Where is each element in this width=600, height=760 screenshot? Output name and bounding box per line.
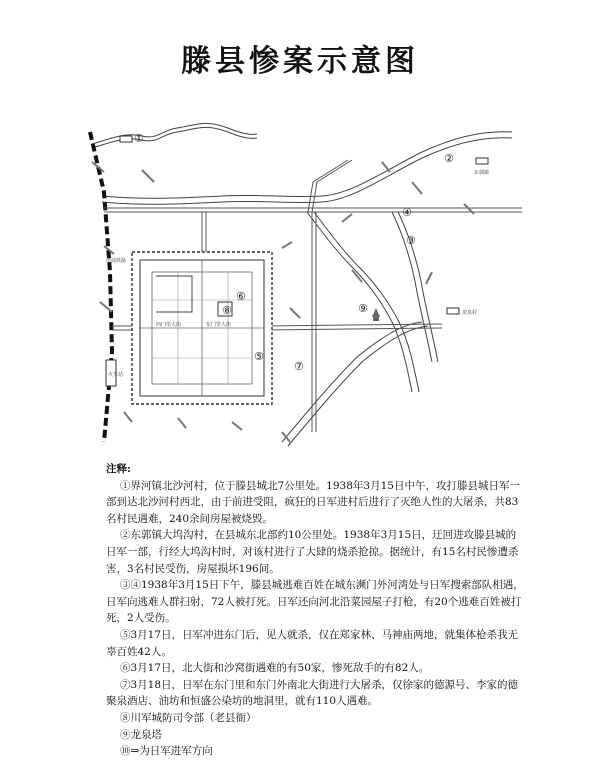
page-title: 滕县惨案示意图 <box>181 44 419 79</box>
note-item: ⑩⇒为日军进军方向 <box>120 745 213 758</box>
walled-city <box>132 252 272 404</box>
marker-2: ② <box>444 152 454 165</box>
marker-4: ④ <box>402 206 412 219</box>
label-street-east: 东门里大街 <box>206 322 232 328</box>
map <box>82 112 528 452</box>
marker-5: ⑤ <box>254 350 264 363</box>
notes <box>106 461 526 760</box>
marker-8: ⑧ <box>222 304 232 317</box>
note-item: ⑨龙泉塔 <box>120 728 162 741</box>
marker-7: ⑦ <box>294 360 304 373</box>
note-item: ①界河镇北沙河村，位于滕县城北7公里处。1938年3月15日中午，攻打滕县城日军一部到达北沙河村西北，由于前进受阻，疯狂的日军进村后进行了灭绝人性的大屠杀，共83名村民遇难，240余间房屋被烧毁。 <box>106 479 520 525</box>
railway <box>90 132 112 442</box>
marker-1: ① <box>134 132 144 145</box>
label-longquan: 龙泉村 <box>462 310 478 316</box>
note-item: ⑤3月17日，日军冲进东门后，见人就杀，仅在郑家林、马神庙两地，就集体枪杀我无辜百姓42人。 <box>106 628 519 658</box>
marker-3: ③ <box>406 234 416 247</box>
label-village-2: 东郭镇 <box>474 170 490 176</box>
marker-9: ⑨ <box>358 302 368 315</box>
label-station: 火车站 <box>108 372 124 378</box>
note-item: ⑥3月17日，北大街和沙窝街遇难的有50家，惨死敌手的有82人。 <box>120 662 430 675</box>
note-item: ⑧川军城防司令部（老县衙） <box>120 711 257 724</box>
note-item: ⑦3月18日，日军在东门里和东门外南北大街进行大屠杀，仅徐家的德源号、李家的德聚泉酒店、油坊和恒盛公染坊的地洞里，就有110人遇难。 <box>106 678 519 708</box>
pagoda-icon <box>372 308 380 321</box>
note-item: ③④1938年3月15日下午，滕县城逃难百姓在城东濒门外河湾处与日军搜索部队相遇，日军向逃难人群扫射，72人被打死。日军还向河北沿菜园屋子打枪，有20个逃难百姓被打死，2人受伤。 <box>106 579 524 625</box>
label-rail: 津浦铁路 <box>106 258 127 264</box>
notes-heading: 注释: <box>106 463 131 475</box>
note-item: ②东郭镇大坞沟村，在县城东北部约10公里处。1938年3月15日，迂回进攻滕县城的日军一部，行经大坞沟村时，对该村进行了大肆的烧杀抢掠。据统计，有15名村民惨遭杀害，3名村民受伤，房屋损坏196间。 <box>106 529 519 575</box>
marker-6: ⑥ <box>236 290 246 303</box>
label-street-west: 西门里大街 <box>156 322 182 328</box>
